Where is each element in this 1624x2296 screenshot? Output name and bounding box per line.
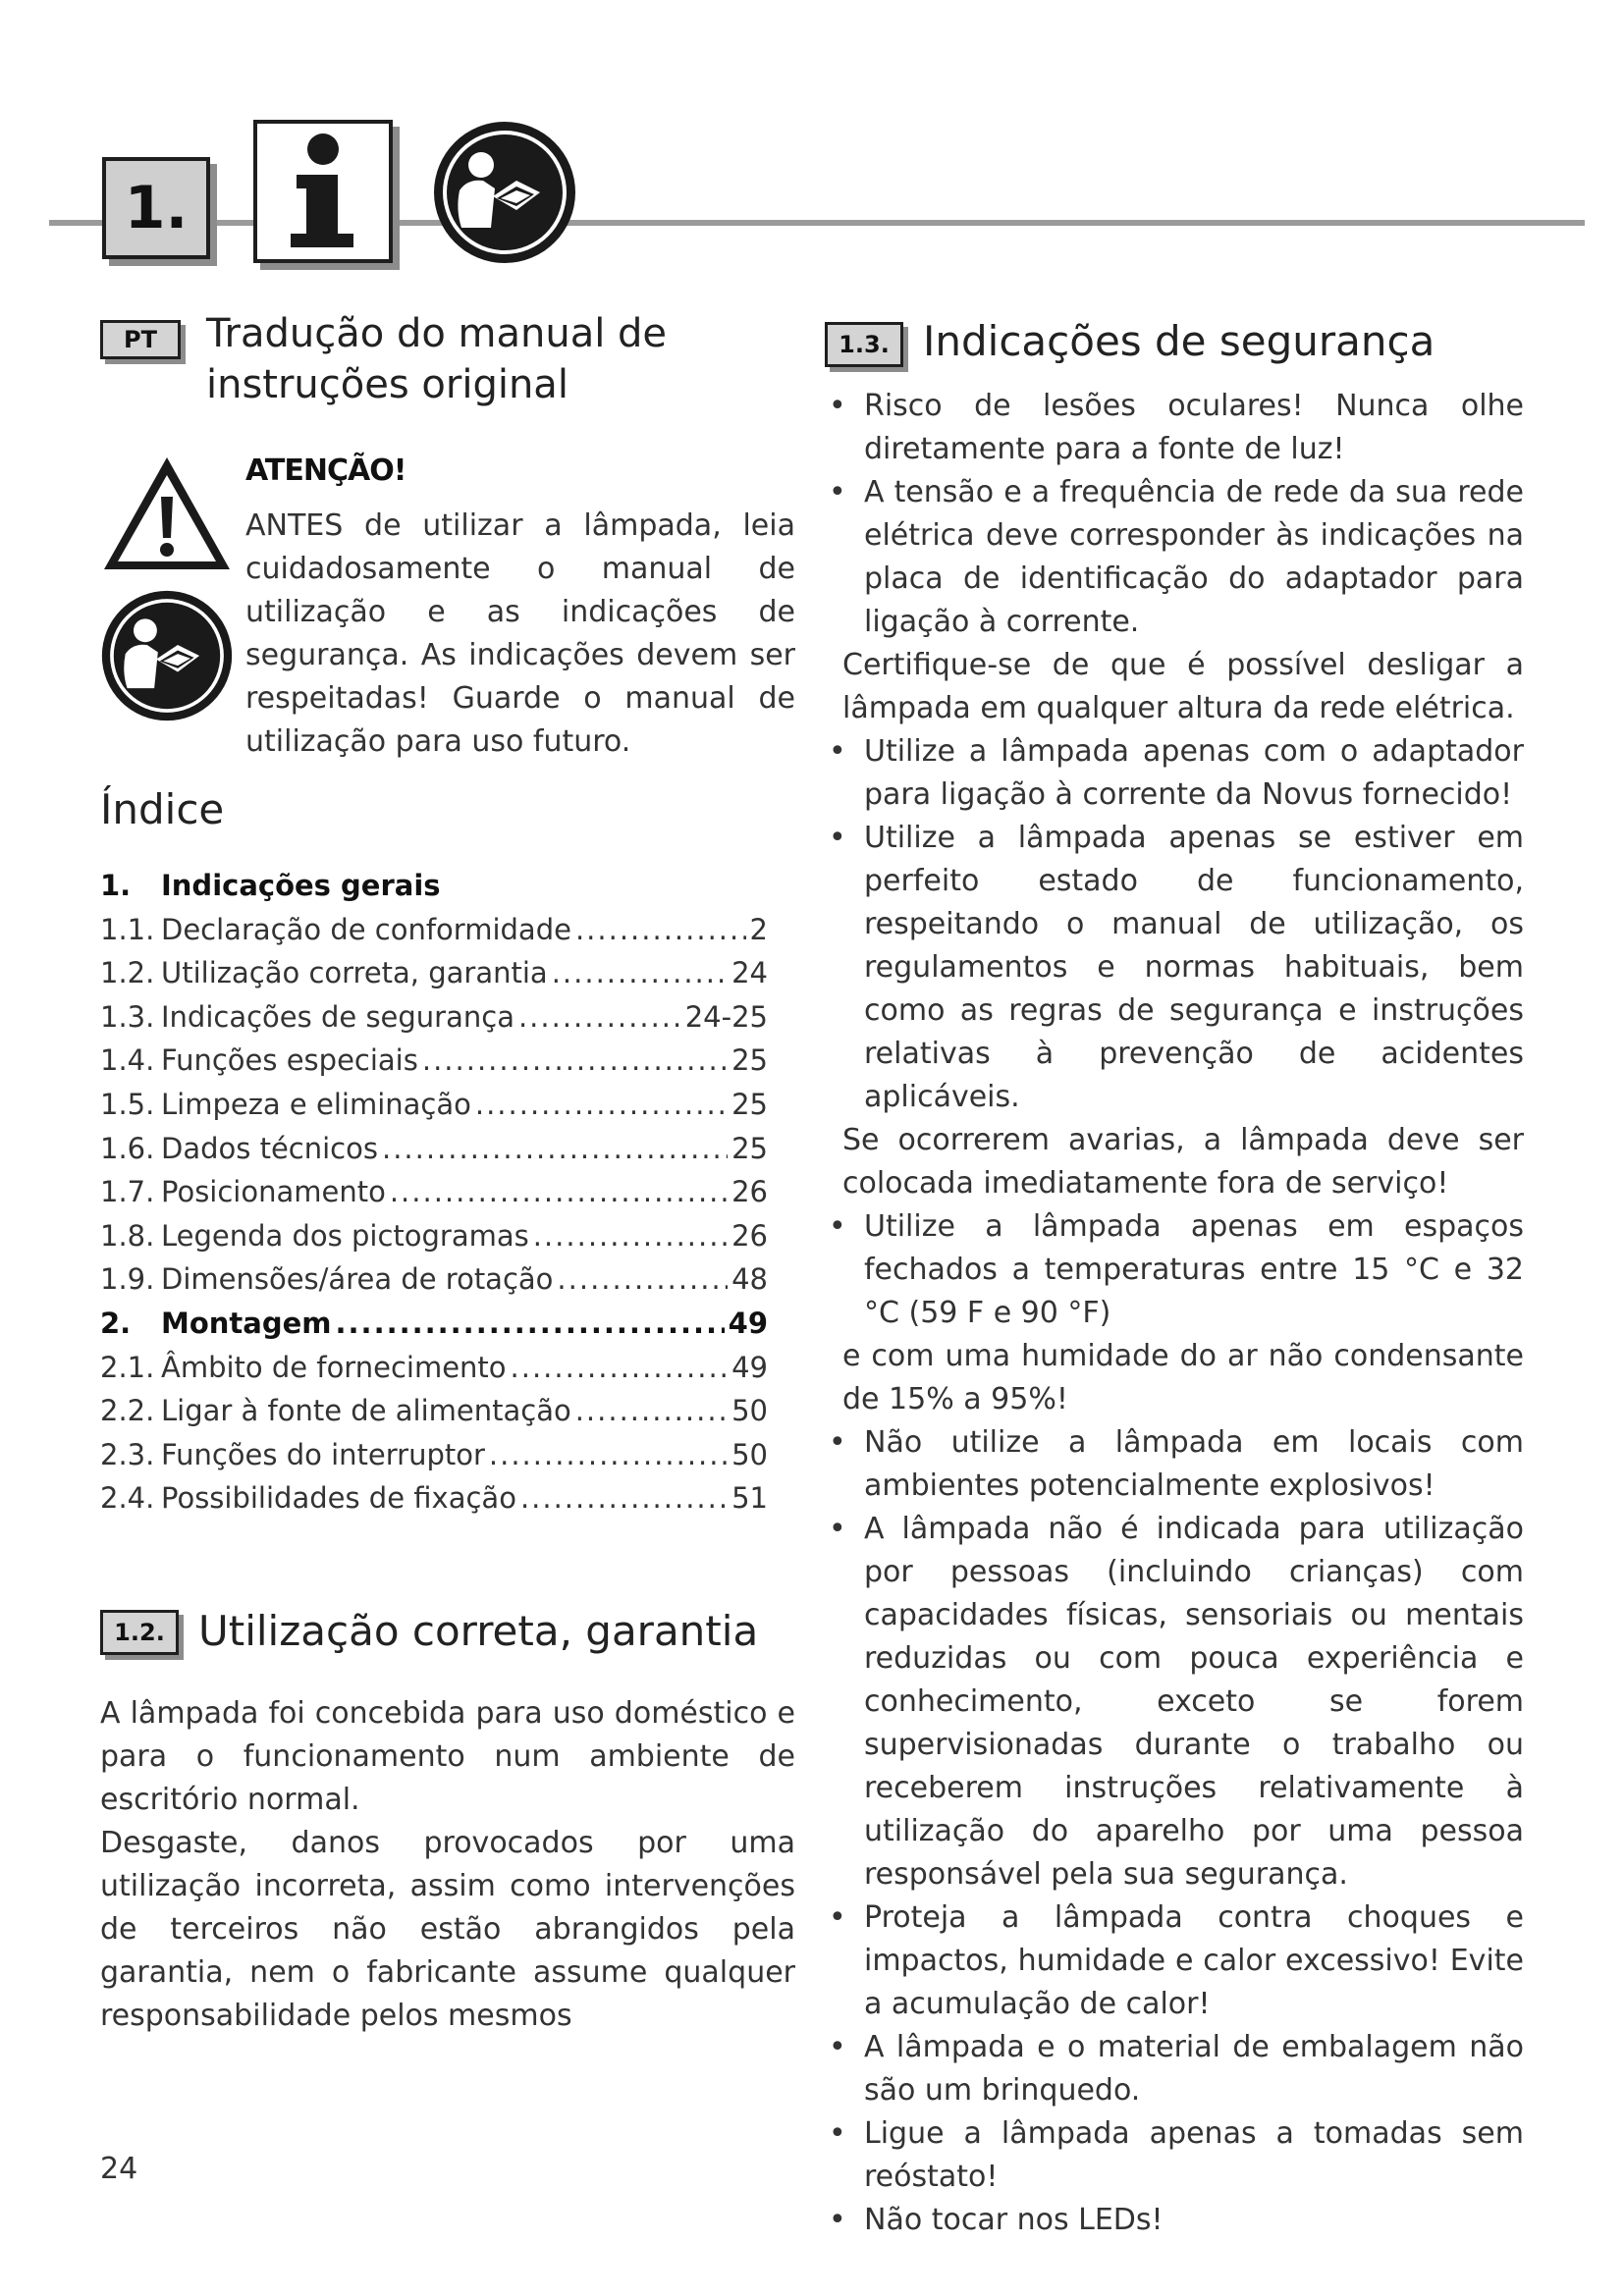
list-item: • Proteja a lâmpada contra choques e impactos, humidade e calor excessivo! Evite a acumulação de calor! — [825, 1896, 1524, 2026]
section-tag-1-3: 1.3. — [825, 322, 903, 367]
list-item: Certifique-se de que é possível desligar a lâmpada em qualquer altura da rede elétrica. — [842, 648, 1524, 725]
toc-row[interactable]: 2.4. Possibilidades de fixação ..... 51 — [100, 1476, 768, 1521]
page-title — [206, 308, 667, 410]
toc-row[interactable]: 1.3. Indicações de segurança ..... 24-25 — [100, 995, 768, 1040]
language-tag: PT — [100, 320, 181, 359]
chapter-number: 1. — [102, 157, 210, 259]
toc-row[interactable]: 2.1. Âmbito de fornecimento ..... 49 — [100, 1346, 768, 1390]
toc-row[interactable]: 1.8. Legenda dos pictogramas ..... 26 — [100, 1214, 768, 1258]
warning-text: ANTES de utilizar a lâmpada, leia cuidadosamente o manual de utilização e as indicações de segurança. As indicações devem ser respeitadas! Guarde o manual de utilização para uso futuro. — [245, 508, 795, 759]
toc-row[interactable]: 1.7. Posicionamento ..... 26 — [100, 1170, 768, 1214]
list-item: • A tensão e a frequência de rede da sua rede elétrica deve corresponder às indicações na placa de identificação do adaptador para ligação à corrente. — [825, 471, 1524, 644]
section-title-1-2: Utilização correta, garantia — [198, 1607, 759, 1655]
list-item: • Risco de lesões oculares! Nunca olhe diretamente para a fonte de luz! — [825, 385, 1524, 471]
list-item: Se ocorrerem avarias, a lâmpada deve ser colocada imediatamente fora de serviço! — [842, 1123, 1524, 1201]
list-item: • A lâmpada e o material de embalagem não são um brinquedo. — [825, 2026, 1524, 2112]
toc-row[interactable]: 1.5. Limpeza e eliminação ..... 25 — [100, 1083, 768, 1127]
section-tag-1-2: 1.2. — [100, 1610, 179, 1655]
page-title-line-2: instruções original — [206, 362, 568, 407]
read-manual-icon — [432, 120, 577, 265]
section-title-1-3: Indicações de segurança — [923, 317, 1435, 365]
toc-row[interactable]: 2.2. Ligar à fonte de alimentação ..... 50 — [100, 1389, 768, 1433]
list-item: • Utilize a lâmpada apenas em espaços fechados a temperaturas entre 15 °C e 32 °C (59 F e 90 °F) — [825, 1205, 1524, 1335]
section-1-2-body — [100, 1692, 795, 2038]
table-of-contents — [100, 864, 768, 1521]
toc-row[interactable]: 2.3. Funções do interruptor ..... 50 — [100, 1433, 768, 1477]
list-item: • Ligue a lâmpada apenas a tomadas sem reóstato! — [825, 2112, 1524, 2199]
info-icon — [253, 120, 393, 263]
list-item: • Não utilize a lâmpada em locais com ambientes potencialmente explosivos! — [825, 1421, 1524, 1508]
toc-row[interactable]: 1.6. Dados técnicos ..... 25 — [100, 1127, 768, 1171]
index-title: Índice — [100, 785, 225, 833]
list-item: • Não tocar nos LEDs! — [825, 2199, 1524, 2242]
toc-row[interactable]: 2. Montagem ..... 49 — [100, 1302, 768, 1346]
list-item: • A lâmpada não é indicada para utilização por pessoas (incluindo crianças) com capacidades físicas, sensoriais ou mentais reduzidas ou com pouca experiência e conhecimento, exceto se forem supervisionadas durante o trabalho ou receberem instruções relativamente à utilização do aparelho por uma pessoa responsável pela sua segurança. — [825, 1508, 1524, 1896]
section-1-2-paragraph: Desgaste, danos provocados por uma utilização incorreta, assim como intervenções de terceiros não estão abrangidos pela garantia, nem o fabricante assume qualquer responsabilidade pelos mesmos — [100, 1826, 795, 2033]
toc-row[interactable]: 1.4. Funções especiais ..... 25 — [100, 1039, 768, 1083]
section-1-2-paragraph: A lâmpada foi concebida para uso doméstico e para o funcionamento num ambiente de escritório normal. — [100, 1696, 795, 1817]
warning-triangle-icon — [98, 452, 236, 577]
warning-heading: ATENÇÃO! — [245, 454, 406, 488]
list-item: • Utilize a lâmpada apenas se estiver em perfeito estado de funcionamento, respeitando o manual de utilização, os regulamentos e normas habituais, bem como as regras de segurança e instruções relativas à prevenção de acidentes aplicáveis. — [825, 817, 1524, 1119]
toc-row[interactable]: 1. Indicações gerais — [100, 869, 441, 902]
toc-row[interactable]: 1.2. Utilização correta, garantia ..... 24 — [100, 951, 768, 995]
safety-list — [825, 385, 1524, 2242]
page-title-line-1: Tradução do manual de — [206, 311, 668, 356]
list-item: e com uma humidade do ar não condensante de 15% a 95%! — [842, 1339, 1524, 1416]
list-item: • Utilize a lâmpada apenas com o adaptador para ligação à corrente da Novus fornecido! — [825, 730, 1524, 817]
read-manual-small-icon — [100, 589, 234, 722]
toc-row[interactable]: 1.9. Dimensões/área de rotação ..... 48 — [100, 1257, 768, 1302]
page-number: 24 — [100, 2152, 138, 2186]
toc-row[interactable]: 1.1. Declaração de conformidade ..... 2 — [100, 908, 768, 952]
